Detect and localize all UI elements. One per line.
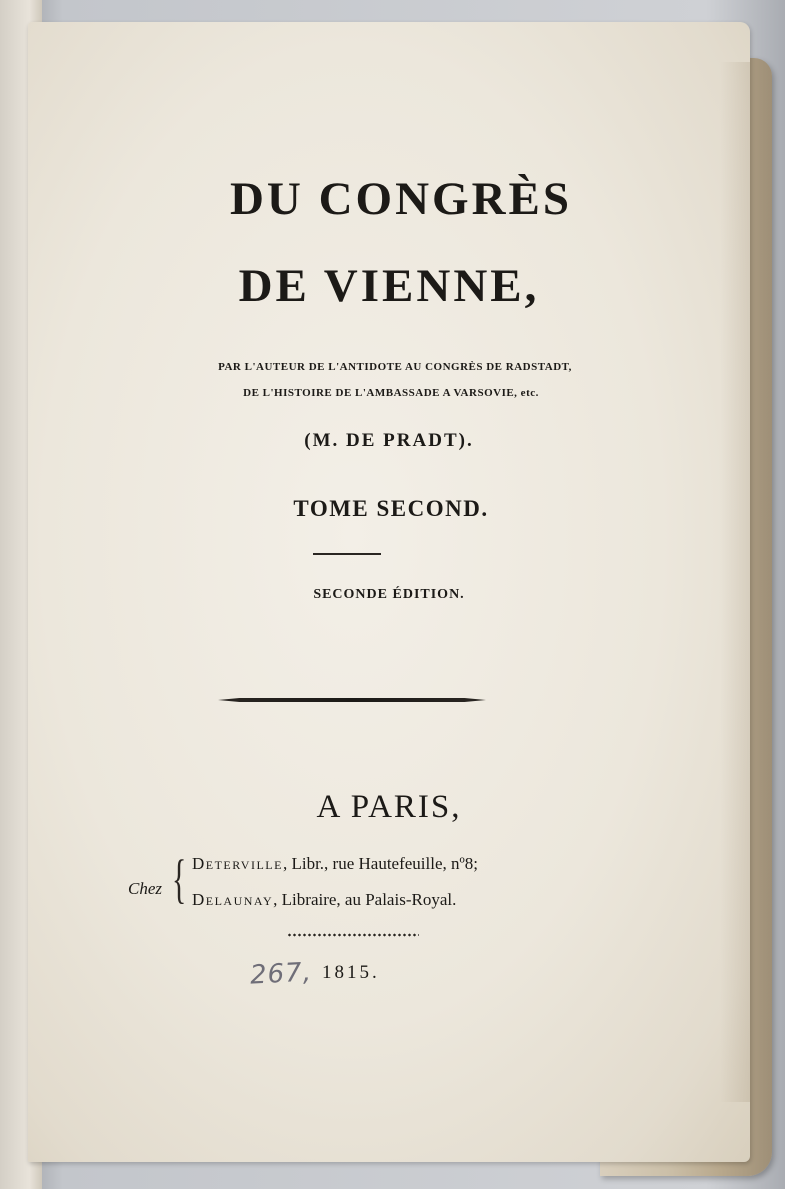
author-name: (M. DE PRADT). bbox=[304, 430, 474, 451]
handwritten-note: 267, bbox=[249, 957, 313, 991]
edition-label: SECONDE ÉDITION. bbox=[313, 587, 465, 602]
subtitle-line-1: PAR L'AUTEUR DE L'ANTIDOTE AU CONGRÈS DE RADSTADT, bbox=[218, 361, 572, 373]
publication-year: 1815. bbox=[322, 962, 380, 983]
title-page bbox=[28, 22, 750, 1162]
publisher-name: Delaunay bbox=[192, 890, 274, 909]
book-title-line-1: DU CONGRÈS bbox=[229, 173, 573, 225]
publisher-detail: , Libraire, au Palais-Royal. bbox=[273, 890, 457, 909]
publisher-line-2 bbox=[192, 890, 456, 910]
book-title-line-2: DE VIENNE, bbox=[238, 260, 540, 312]
volume-label: TOME SECOND. bbox=[293, 496, 489, 521]
imprint-chez: Chez bbox=[128, 879, 162, 898]
publisher-name: Deterville bbox=[192, 854, 283, 873]
publisher-detail: , Libr., rue Hautefeuille, nº8; bbox=[282, 854, 479, 873]
ornamental-rule-divider bbox=[218, 698, 486, 702]
subtitle-line-2: DE L'HISTOIRE DE L'AMBASSADE A VARSOVIE, etc. bbox=[243, 387, 539, 399]
short-rule-divider bbox=[313, 553, 381, 555]
brace-icon: { bbox=[172, 849, 187, 909]
dotted-rule-divider bbox=[287, 932, 419, 938]
imprint-city: A PARIS, bbox=[316, 789, 462, 825]
publisher-line-1 bbox=[192, 854, 478, 874]
